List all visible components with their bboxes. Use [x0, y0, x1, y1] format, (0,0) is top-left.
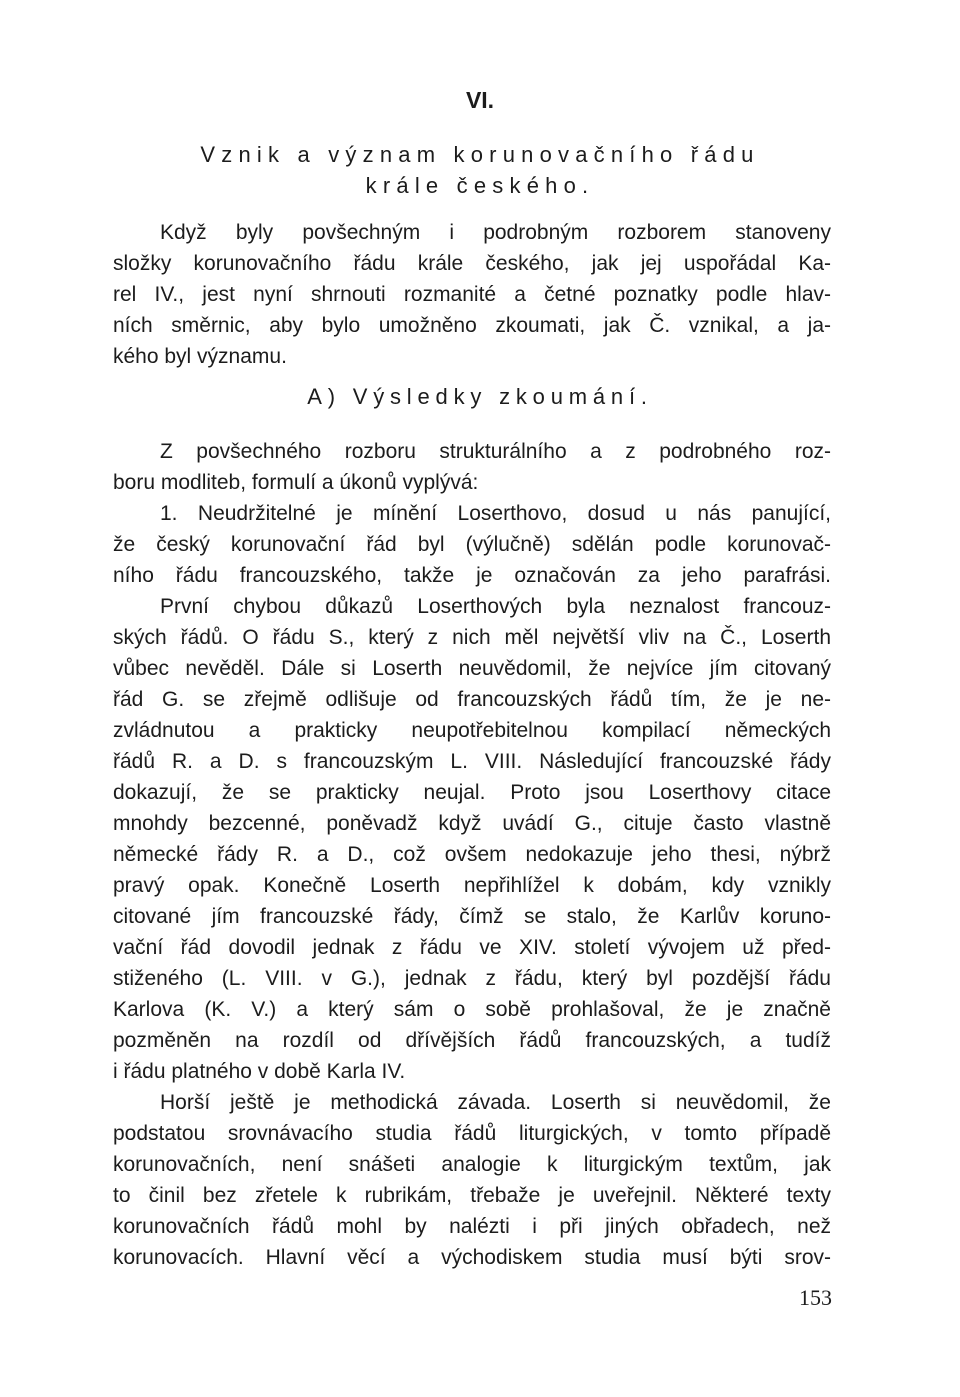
paragraph-3-line-1: 1. Neudržitelné je mínění Loserthovo, dosud u nás panující,	[160, 502, 831, 525]
chapter-title-line-1: Vznik a význam korunovačního řádu	[200, 142, 760, 167]
paragraph-3-line-4: První chybou důkazů Loserthových byla neznalost francouz-	[160, 595, 831, 618]
paragraph-1-line-5: kého byl významu.	[113, 345, 287, 368]
paragraph-4-line-4: to činil bez zřetele k rubrikám, třebaže je uveřejnil. Některé texty	[113, 1184, 831, 1207]
paragraph-3-line-6: vůbec nevěděl. Dále si Loserth neuvědomil, že nejvíce jím citovaný	[113, 657, 831, 680]
paragraph-1-line-2: složky korunovačního řádu krále českého, jak jej uspořádal Ka-	[113, 252, 831, 275]
paragraph-3-line-7: řád G. se zřejmě odlišuje od francouzských řádů tím, že je ne-	[113, 688, 831, 711]
paragraph-4-line-2: podstatou srovnávacího studia řádů liturgických, v tomto případě	[113, 1122, 831, 1145]
paragraph-3-line-2: že český korunovační řád byl (výlučně) sdělán podle korunovač-	[113, 533, 831, 556]
section-heading: A) Výsledky zkoumání.	[307, 384, 653, 409]
paragraph-1-line-1: Když byly povšechným i podrobným rozborem stanoveny	[160, 221, 831, 244]
paragraph-4-line-5: korunovačních řádů mohl by nalézti i při jiných obřadech, než	[113, 1215, 831, 1238]
paragraph-3-line-10: dokazují, že se prakticky neujal. Proto jsou Loserthovy citace	[113, 781, 831, 804]
paragraph-4-line-1: Horší ještě je methodická závada. Loserth si neuvědomil, že	[160, 1091, 831, 1114]
paragraph-2-line-1: Z povšechného rozboru strukturálního a z podrobného roz-	[160, 440, 831, 463]
paragraph-2-line-2: boru modliteb, formulí a úkonů vyplývá:	[113, 471, 479, 494]
paragraph-3-line-17: Karlova (K. V.) a který sám o sobě prohlašoval, že je značně	[113, 998, 831, 1021]
paragraph-1-line-3: rel IV., jest nyní shrnouti rozmanité a četné poznatky podle hlav-	[113, 283, 831, 306]
paragraph-3-line-16: stiženého (L. VIII. v G.), jednak z řádu, který byl pozdější řádu	[113, 967, 831, 990]
paragraph-3-line-13: pravý opak. Konečně Loserth nepřihlížel k dobám, kdy vznikly	[113, 874, 831, 897]
paragraph-3-line-15: vační řád dovodil jednak z řádu ve XIV. století vývojem už před-	[113, 936, 831, 959]
chapter-title-line-2: krále českého.	[365, 173, 595, 198]
paragraph-3-line-5: ských řádů. O řádu S., který z nich měl největší vliv na Č., Loserth	[113, 626, 831, 649]
paragraph-4-line-6: korunovacích. Hlavní věcí a východiskem studia musí býti srov-	[113, 1246, 831, 1269]
paragraph-3-line-12: německé řády R. a D., což ovšem nedokazuje jeho thesi, nýbrž	[113, 843, 831, 866]
chapter-number: VI.	[465, 87, 495, 113]
paragraph-3-line-18: pozměněn na rozdíl od dřívějších řádů francouzských, a tudíž	[113, 1029, 831, 1052]
paragraph-3-line-19: i řádu platného v době Karla IV.	[113, 1060, 406, 1083]
paragraph-4-line-3: korunovačních, není snášeti analogie k liturgickým textům, jak	[113, 1153, 831, 1176]
paragraph-3-line-3: ního řádu francouzského, takže je označován za jeho parafrási.	[113, 564, 831, 587]
paragraph-3-line-14: citované jím francouzské řády, čímž se stalo, že Karlův koruno-	[113, 905, 831, 928]
paragraph-3-line-11: mnohdy bezcenné, poněvadž když uvádí G., cituje často vlastně	[113, 812, 831, 835]
paragraph-1-line-4: ních směrnic, aby bylo umožněno zkoumati, jak Č. vznikal, a ja-	[113, 314, 831, 337]
paragraph-3-line-9: řádů R. a D. s francouzským L. VIII. Následující francouzské řády	[113, 750, 831, 773]
paragraph-3-line-8: zvládnutou a prakticky neupotřebitelnou kompilací německých	[113, 719, 831, 742]
page-number: 153	[799, 1285, 832, 1310]
